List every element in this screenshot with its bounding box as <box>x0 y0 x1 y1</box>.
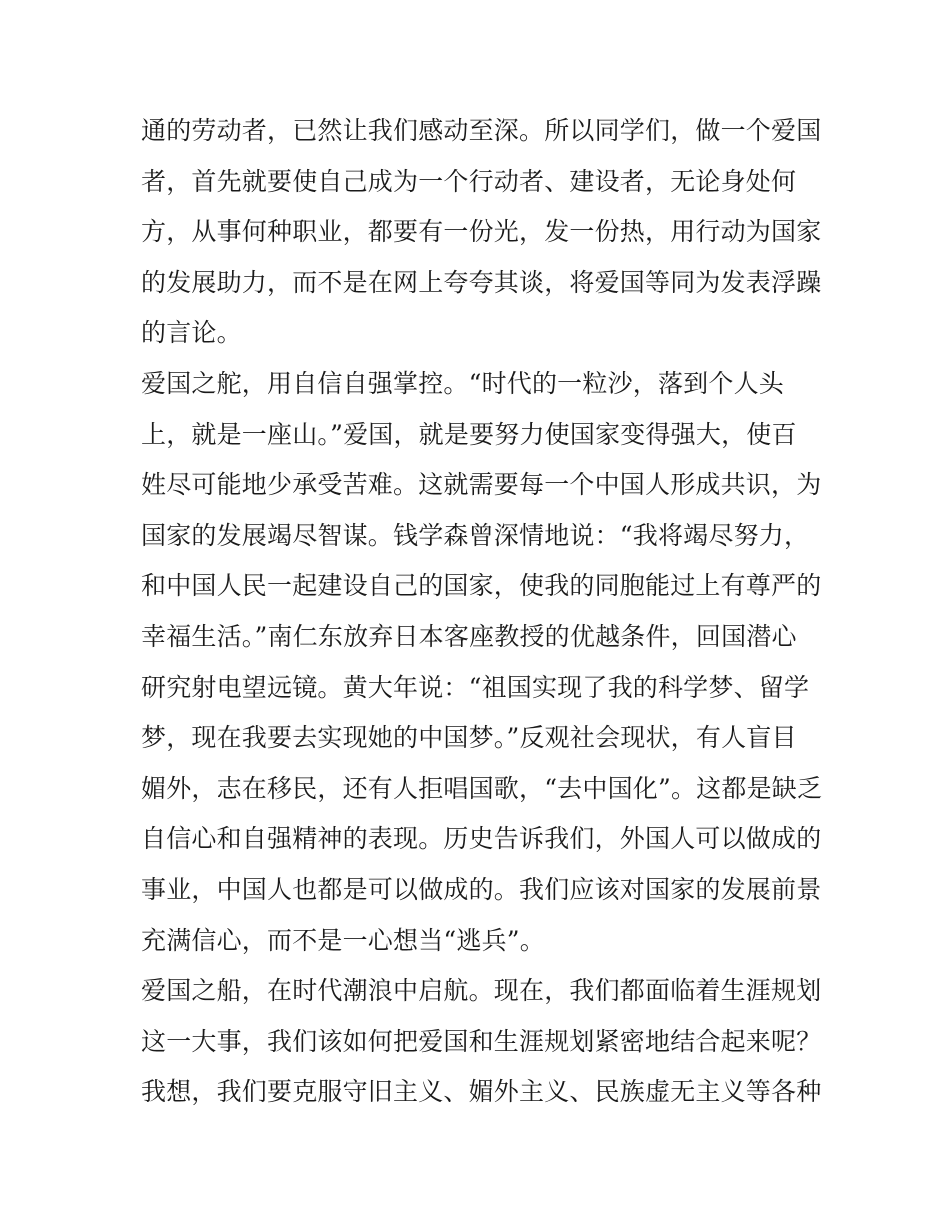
text-line: 爱国之舵，用自信自强掌控。“时代的一粒沙，落到个人头 <box>141 368 784 398</box>
essay-text <box>141 106 821 1118</box>
text-line: 方，从事何种职业，都要有一份光，发一份热，用行动为国家 <box>141 217 822 247</box>
text-line: 的发展助力，而不是在网上夸夸其谈，将爱国等同为发表浮躁 <box>141 267 822 297</box>
text-line: 上，就是一座山。”爱国，就是要努力使国家变得强大，使百 <box>141 419 797 449</box>
text-line: 事业，中国人也都是可以做成的。我们应该对国家的发展前景 <box>141 874 822 904</box>
text-line: 媚外，志在移民，还有人拒唱国歌，“去中国化”。这都是缺乏 <box>141 773 823 803</box>
text-line: 研究射电望远镜。黄大年说：“祖国实现了我的科学梦、留学 <box>141 672 810 702</box>
text-line: 国家的发展竭尽智谋。钱学森曾深情地说：“我将竭尽努力， <box>141 520 810 550</box>
text-line: 的言论。 <box>141 318 242 348</box>
text-line: 梦，现在我要去实现她的中国梦。”反观社会现状，有人盲目 <box>141 723 797 753</box>
text-line: 充满信心，而不是一心想当“逃兵”。 <box>141 925 545 955</box>
text-line: 幸福生活。”南仁东放弃日本客座教授的优越条件，回国潜心 <box>141 621 797 651</box>
text-line: 这一大事，我们该如何把爱国和生涯规划紧密地结合起来呢？ <box>141 1026 822 1056</box>
text-line: 爱国之船，在时代潮浪中启航。现在，我们都面临着生涯规划 <box>141 976 822 1006</box>
text-line: 姓尽可能地少承受苦难。这就需要每一个中国人形成共识，为 <box>141 470 822 500</box>
text-line: 通的劳动者，已然让我们感动至深。所以同学们，做一个爱国 <box>141 116 822 145</box>
text-line: 自信心和自强精神的表现。历史告诉我们，外国人可以做成的 <box>141 824 822 854</box>
text-line: 者，首先就要使自己成为一个行动者、建设者，无论身处何 <box>141 166 797 196</box>
text-line: 和中国人民一起建设自己的国家，使我的同胞能过上有尊严的 <box>141 571 822 601</box>
text-line: 我想，我们要克服守旧主义、媚外主义、民族虚无主义等各种 <box>141 1077 822 1107</box>
